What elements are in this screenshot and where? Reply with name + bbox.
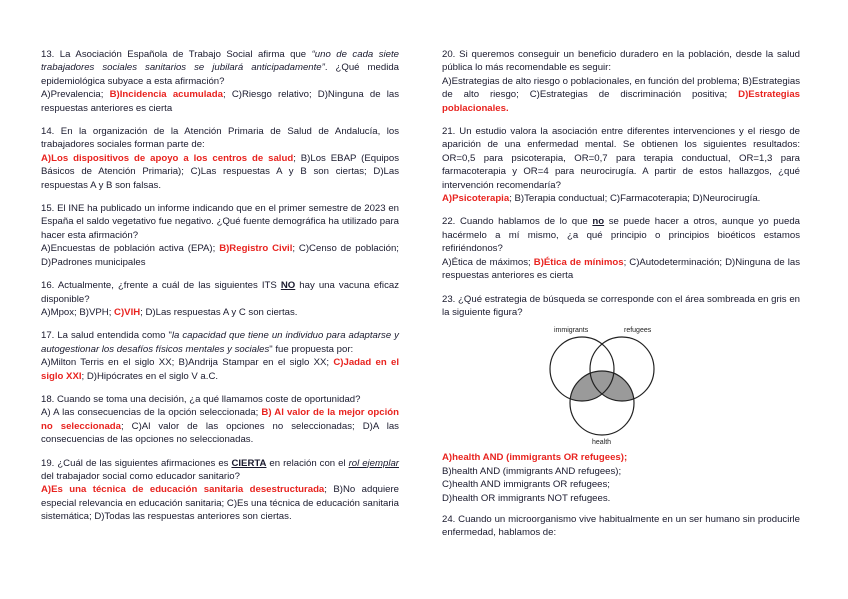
question-21-options: A)Psicoterapia; B)Terapia conductual; C)Farmacoterapia; D)Neurocirugía. <box>442 193 761 205</box>
question-16-options: A)Mpox; B)VPH; C)VIH; D)Las respuestas A y C son ciertas. <box>41 306 298 318</box>
question-18-text: 18. Cuando se toma una decisión, ¿a qué llamamos coste de oportunidad? <box>41 393 361 405</box>
correct-answer: C)Jadad en el siglo XXI <box>41 357 399 382</box>
question-20-options: A)Estrategias de alto riesgo o poblacionales, en función del problema; B)Estrategias de alto riesgo; C)Estrategias de discriminación positiva; D)Estrategias poblacionales. <box>442 75 800 114</box>
question-22 <box>442 215 800 282</box>
correct-answer: B)Incidencia acumulada <box>109 89 223 101</box>
correct-answer: D)Estrategias poblacionales. <box>442 89 800 114</box>
question-20-text: 20. Si queremos conseguir un beneficio duradero en la población, desde la salud pública lo más recomendable es seguir: <box>442 49 800 74</box>
question-17-options: A)Milton Terris en el siglo XX; B)Andrija Stampar en el siglo XX; C)Jadad en el siglo XXI; D)Hipócrates en el siglo V a.C. <box>41 357 399 382</box>
question-17-text: 17. La salud entendida como "la capacidad que tiene un individuo para adaptarse y autogestionar los desafíos físicos mentales y sociales" fue propuesta por: <box>41 330 399 355</box>
shaded-region <box>550 337 654 401</box>
question-18-options: A) A las consecuencias de la opción seleccionada; B) Al valor de la mejor opción no seleccionada; C)Al valor de las opciones no seleccionadas; D)A las consecuencias de las opciones no seleccionadas. <box>41 407 399 446</box>
left-column <box>41 48 399 534</box>
refugees-label: refugees <box>624 327 652 335</box>
question-24 <box>442 513 800 540</box>
question-13-text: 13. La Asociación Española de Trabajo Social afirma que “uno de cada siete trabajadores sociales sanitarios se jubilará anticipadamente”. ¿Qué medida epidemiológica subyace a esta afirmación? <box>41 49 399 87</box>
correct-answer: A)Psicoterapia <box>442 193 510 205</box>
question-15-text: 15. El INE ha publicado un informe indicando que en el primer semestre de 2023 en España el saldo vegetativo fue negativo. ¿Qué fuente demográfica ha utilizado para hacer esta afirmación? <box>41 203 399 241</box>
option-d: D)health OR immigrants NOT refugees. <box>442 492 611 504</box>
question-19-options: A)Es una técnica de educación sanitaria desestructurada; B)No adquiere especial relevancia en educación sanitaria; C)Es una técnica de educación sanitaria sistemática; D)Todas las respuestas anteriores son ciertas. <box>41 484 399 523</box>
correct-answer: C)VIH <box>114 306 141 318</box>
question-15-options: A)Encuestas de población activa (EPA); B)Registro Civil; C)Censo de población; D)Padrones municipales <box>41 243 399 268</box>
question-22-options: A)Ética de máximos; B)Ética de mínimos; C)Autodeterminación; D)Ninguna de las respuestas anteriores es cierta <box>442 256 800 282</box>
question-23-text: 23. ¿Qué estrategia de búsqueda se corresponde con el área sombreada en gris en la siguiente figura? <box>442 293 800 318</box>
question-16-text: 16. Actualmente, ¿frente a cuál de las siguientes ITS NO hay una vacuna eficaz disponible? <box>41 280 399 305</box>
correct-answer: B)Registro Civil <box>219 243 293 255</box>
question-21-text: 21. Un estudio valora la asociación entre diferentes intervenciones y el riesgo de aparición de una enfermedad mental. Se obtienen los siguientes resultados: OR=0,5 para psicoterapia, OR=0,7 para terapia conductual, OR=1,3 para farmacoterapia y OR=4 para neurocirugía. A partir de estos hallazgos, ¿qué intervención recomendaría? <box>442 126 800 191</box>
question-23 <box>442 293 800 505</box>
question-14-text: 14. En la organización de la Atención Primaria de Salud de Andalucía, los trabajadores sociales forman parte de: <box>41 126 399 151</box>
venn-diagram <box>532 323 672 445</box>
question-22-text: 22. Cuando hablamos de lo que no se puede hacer a otros, aunque yo pueda hacérmelo a mí mismo, ¿a qué principio o principios bioéticos estamos refiriéndonos? <box>442 216 800 255</box>
option-b: B)health AND (immigrants AND refugees); <box>442 465 622 477</box>
question-13 <box>41 48 399 115</box>
question-15 <box>41 202 399 269</box>
question-19-text: 19. ¿Cuál de las siguientes afirmaciones es CIERTA en relación con el rol ejemplar del trabajador social como educador sanitario? <box>41 457 399 482</box>
correct-answer: B) Al valor de la mejor opción no seleccionada <box>41 407 399 432</box>
correct-answer: A)Los dispositivos de apoyo a los centros de salud <box>41 152 294 164</box>
question-16 <box>41 279 399 319</box>
question-24-text: 24. Cuando un microorganismo vive habitualmente en un ser humano sin producirle enfermedad, hablamos de: <box>442 513 800 539</box>
question-17 <box>41 329 399 383</box>
question-13-options: A)Prevalencia; B)Incidencia acumulada; C)Riesgo relativo; D)Ninguna de las respuestas anteriores es cierta <box>41 89 400 114</box>
question-14 <box>41 125 399 192</box>
question-14-options: A)Los dispositivos de apoyo a los centros de salud; B)Los EBAP (Equipos Básicos de Atención Primaria); C)Las respuestas A y B son ciertas; D)Las respuestas A y B son falsas. <box>41 152 400 191</box>
correct-answer: B)Ética de mínimos <box>533 256 624 268</box>
right-column <box>442 48 800 550</box>
question-18 <box>41 393 399 447</box>
correct-answer: A)health AND (immigrants OR refugees); <box>442 452 628 464</box>
question-20 <box>442 48 800 115</box>
health-label: health <box>592 439 612 446</box>
question-21 <box>442 125 800 205</box>
immigrants-label: immigrants <box>554 327 589 335</box>
correct-answer: A)Es una técnica de educación sanitaria desestructurada <box>41 484 325 496</box>
option-c: C)health AND immigrants OR refugees; <box>442 479 610 491</box>
question-19 <box>41 457 399 524</box>
